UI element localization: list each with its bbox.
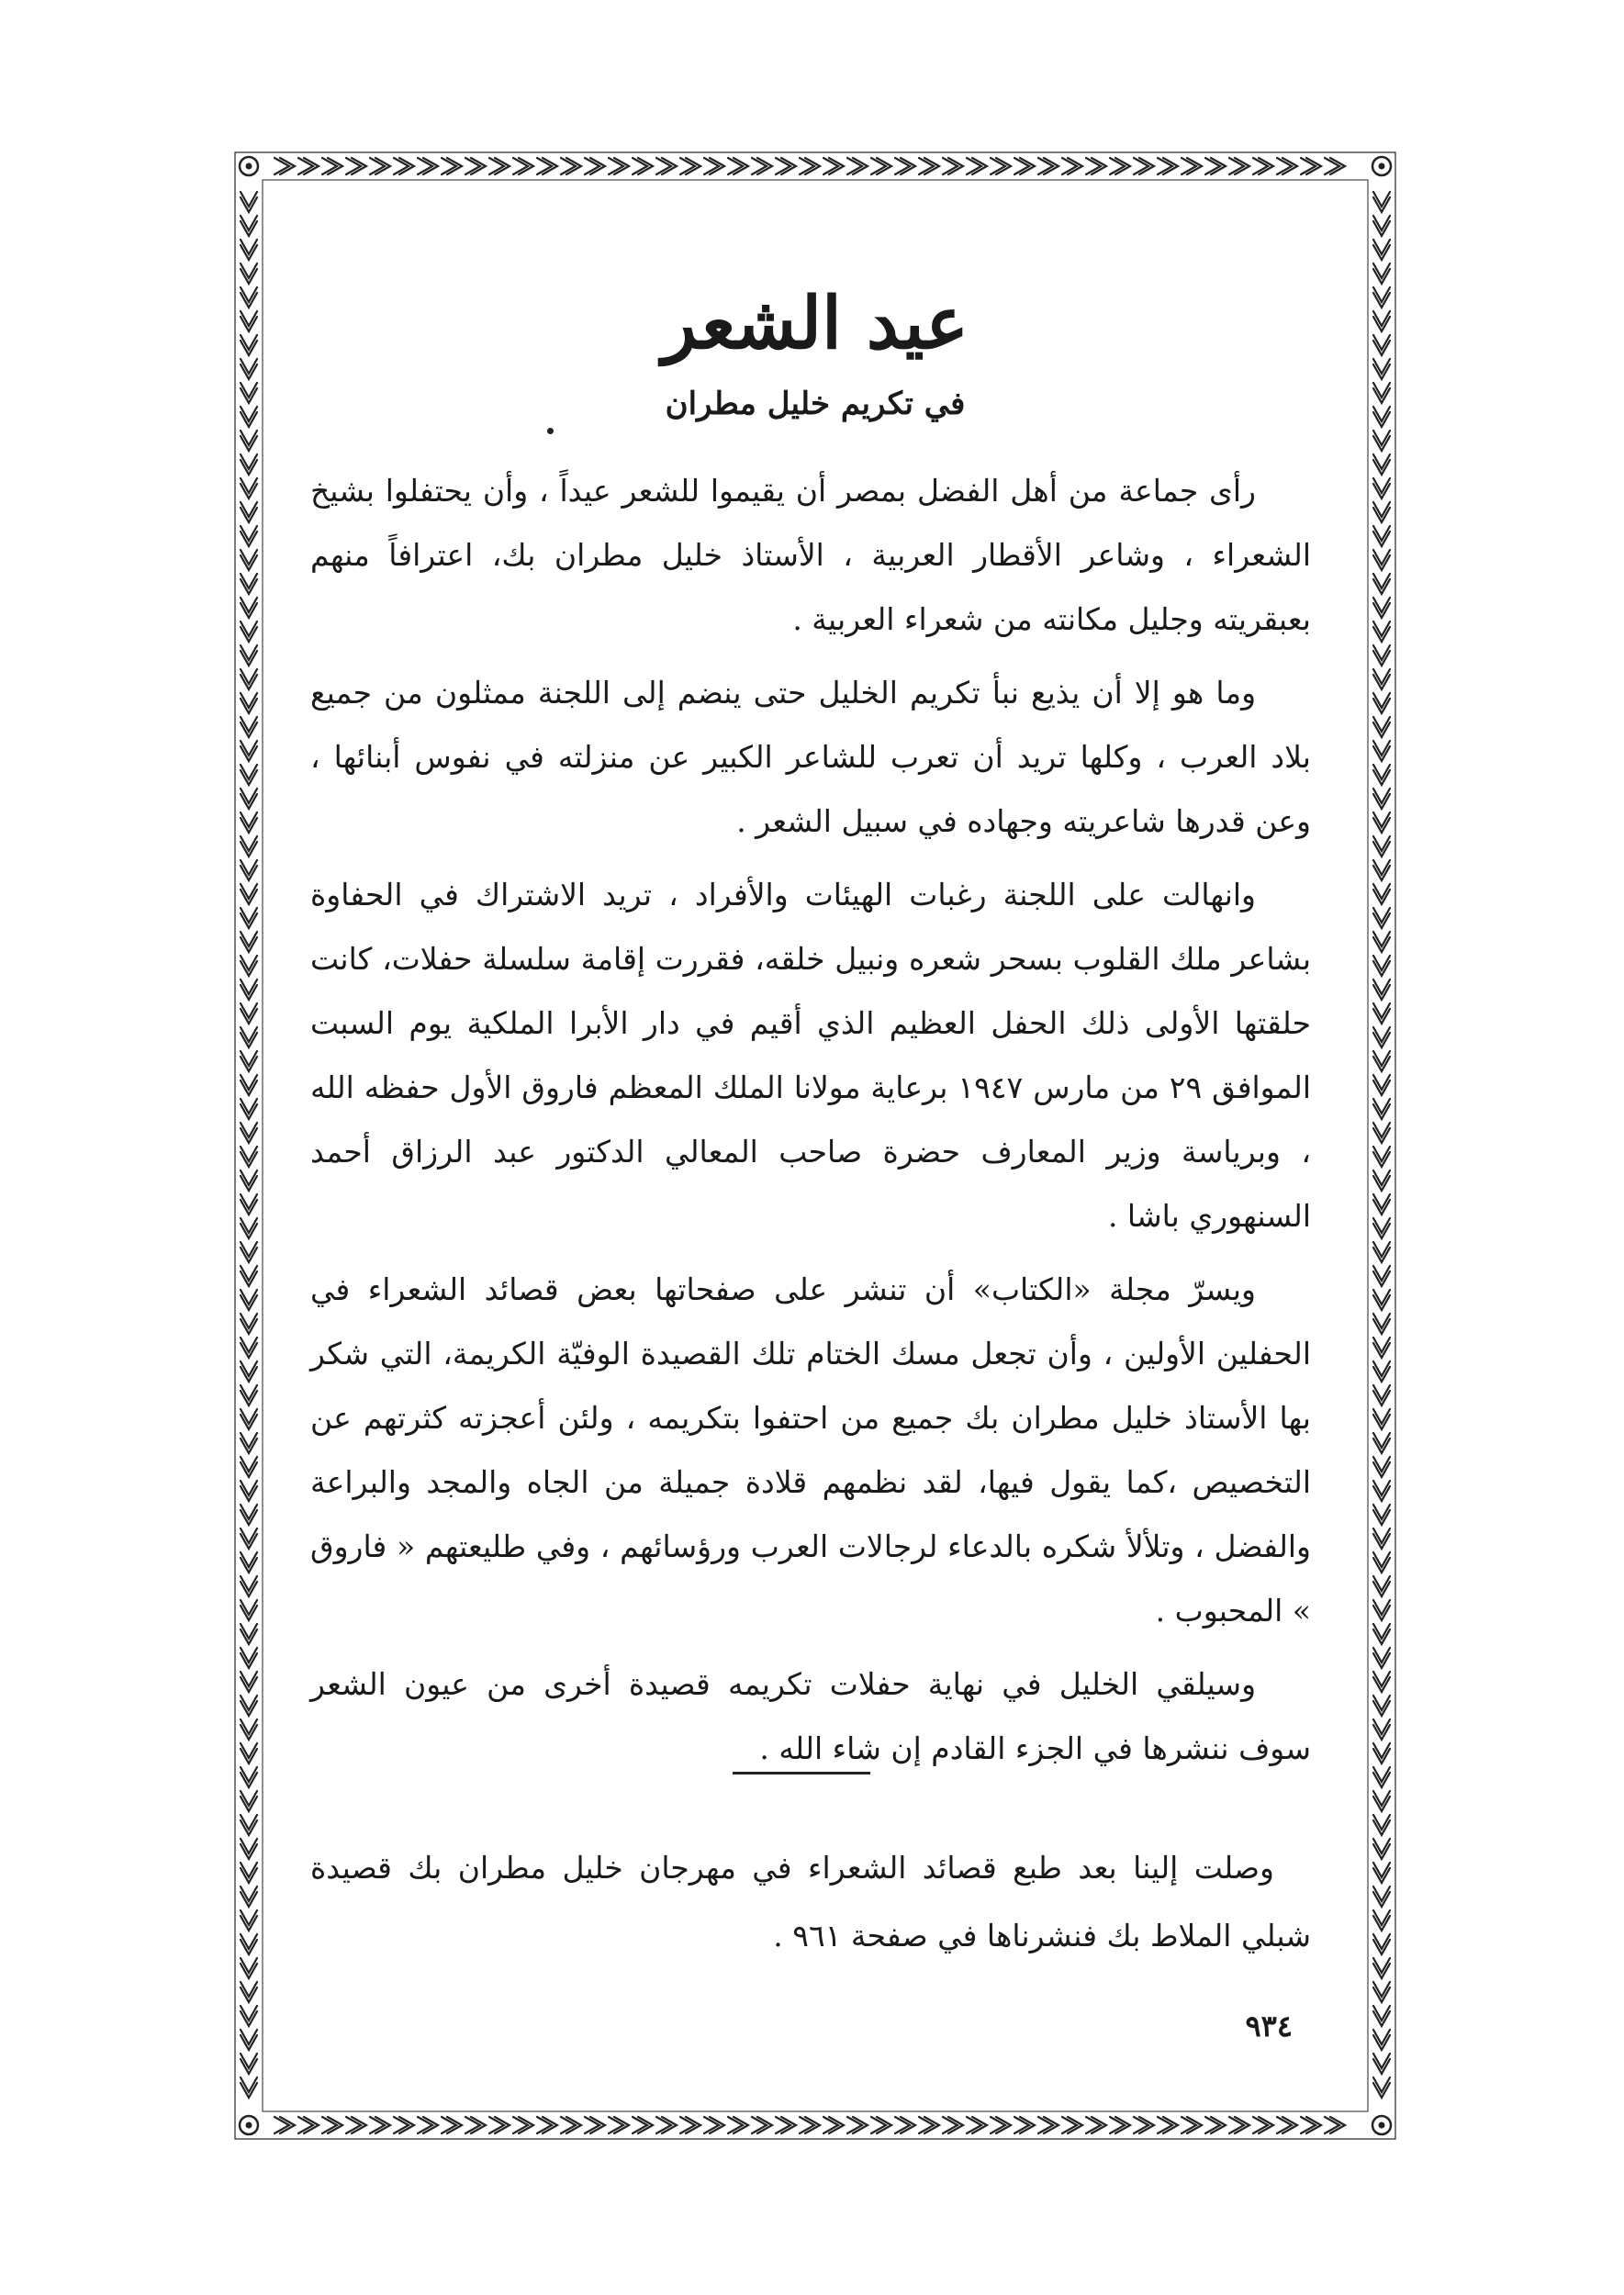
border-leaf (241, 1027, 257, 1047)
border-leaf (241, 1624, 257, 1644)
border-leaf (241, 1743, 257, 1763)
border-leaf (1373, 2006, 1390, 2026)
border-corner-dot (246, 2122, 252, 2129)
border-leaf (241, 454, 257, 475)
border-leaf (1373, 765, 1390, 785)
paragraph-5: وسيلقي الخليل في نهاية حفلات تكريمه قصيدة أخرى من عيون الشعر سوف ننشرها في الجزء القادم إن شاء الله . (310, 1666, 1311, 1766)
border-leaf (241, 1552, 257, 1573)
border-leaf (241, 860, 257, 880)
border-leaf (1373, 407, 1390, 427)
border-leaf (241, 216, 257, 236)
border-leaf (1373, 812, 1390, 833)
border-leaf (241, 1290, 257, 1310)
page-frame (228, 145, 1403, 2146)
border-leaf (1373, 1170, 1390, 1191)
border-leaf (1373, 1743, 1390, 1763)
border-corner-dot (246, 163, 252, 170)
page-title: عيد الشعر (662, 282, 969, 365)
border-leaf (241, 2054, 257, 2074)
border-leaf (241, 1648, 257, 1668)
border-leaf (241, 2030, 257, 2050)
border-leaf (1373, 1648, 1390, 1668)
border-leaf (241, 359, 257, 379)
border-leaf (241, 1791, 257, 1811)
border-leaf (1373, 192, 1390, 212)
border-leaf (241, 1576, 257, 1596)
border-leaf (241, 1433, 257, 1453)
border-leaf (241, 1338, 257, 1358)
border-leaf (241, 1218, 257, 1238)
border-leaf (241, 2006, 257, 2026)
border-leaf (241, 1958, 257, 1978)
border-leaf (1373, 1839, 1390, 1859)
border-leaf (241, 1409, 257, 1429)
border-leaf (1373, 1457, 1390, 1477)
border-leaf (1373, 1696, 1390, 1716)
border-leaf (1373, 1075, 1390, 1095)
border-leaf (241, 407, 257, 427)
border-leaf (241, 645, 257, 666)
border-leaf (1373, 836, 1390, 856)
border-leaf (241, 287, 257, 308)
border-leaf (1373, 1338, 1390, 1358)
border-leaf (1373, 574, 1390, 594)
border-leaf (1373, 1791, 1390, 1811)
border-corner-dot (1379, 2122, 1385, 2129)
border-leaf (241, 1767, 257, 1787)
border-leaf (1373, 1600, 1390, 1620)
border-leaf (1373, 263, 1390, 284)
footnote (310, 1834, 1311, 1970)
border-leaf (1373, 1409, 1390, 1429)
border-leaf (1373, 669, 1390, 689)
border-leaf (241, 1242, 257, 1262)
border-leaf (1373, 1218, 1390, 1238)
border-leaf (241, 335, 257, 355)
border-leaf (241, 1266, 257, 1286)
border-leaf (241, 765, 257, 785)
border-leaf (241, 1934, 257, 1954)
border-leaf (241, 1385, 257, 1405)
border-leaf (1373, 932, 1390, 952)
border-leaf (241, 980, 257, 1000)
border-leaf (241, 574, 257, 594)
border-leaf (241, 669, 257, 689)
border-leaf (241, 1075, 257, 1095)
border-leaf (1373, 1672, 1390, 1692)
border-leaf (241, 1672, 257, 1692)
border-leaf (241, 1147, 257, 1167)
border-leaf (241, 1505, 257, 1525)
border-leaf (241, 2077, 257, 2098)
border-leaf (241, 741, 257, 761)
border-leaf (1373, 1194, 1390, 1215)
border-leaf (1373, 502, 1390, 522)
border-leaf (1373, 598, 1390, 618)
border-leaf (241, 789, 257, 809)
border-leaf (241, 550, 257, 570)
border-leaf (1373, 1552, 1390, 1573)
border-leaf (1373, 1242, 1390, 1262)
border-leaf (241, 502, 257, 522)
border-leaf (1373, 693, 1390, 713)
border-leaf (1373, 335, 1390, 355)
border-leaf (1373, 478, 1390, 498)
border-leaf (1373, 550, 1390, 570)
border-leaf (1373, 1863, 1390, 1883)
border-leaf (1373, 526, 1390, 546)
border-leaf (241, 1886, 257, 1907)
border-leaf (1373, 1147, 1390, 1167)
border-leaf (241, 956, 257, 976)
border-leaf (1373, 1290, 1390, 1310)
border-leaf (241, 932, 257, 952)
border-leaf (1373, 980, 1390, 1000)
border-leaf (241, 884, 257, 904)
footnote-text: وصلت إلينا بعد طبع قصائد الشعراء في مهرجان خليل مطران بك قصيدة شبلي الملاط بك فنشرناها في صفحة ٩٦١ . (310, 1850, 1311, 1954)
article-body (310, 459, 1311, 1790)
border-leaf (241, 431, 257, 451)
border-leaf (1373, 1576, 1390, 1596)
border-leaf (1373, 1123, 1390, 1143)
border-leaf (241, 478, 257, 498)
border-leaf (241, 908, 257, 928)
border-leaf (1373, 2054, 1390, 2074)
border-leaf (1373, 1719, 1390, 1740)
border-leaf (241, 1170, 257, 1191)
border-leaf (1373, 454, 1390, 475)
paragraph-2: وما هو إلا أن يذيع نبأ تكريم الخليل حتى ينضم إلى اللجنة ممثلون من جميع بلاد العرب ، وكلها تريد أن تعرب للشاعر الكبير عن منزلته في نفوس أبنائها ، وعن قدرها شاعريته وجهاده في سبيل الشعر . (310, 675, 1311, 839)
border-leaf (241, 1481, 257, 1501)
border-leaf (1373, 287, 1390, 308)
border-leaf (241, 1314, 257, 1334)
border-leaf (241, 383, 257, 403)
border-leaf (241, 1528, 257, 1549)
border-leaf (1373, 1051, 1390, 1071)
border-leaf (241, 1839, 257, 1859)
border-leaf (1373, 2077, 1390, 2098)
border-leaf (1373, 1099, 1390, 1119)
border-leaf (1373, 216, 1390, 236)
border-leaf (1373, 1361, 1390, 1382)
border-leaf (1373, 1481, 1390, 1501)
border-leaf (1373, 1815, 1390, 1835)
border-leaf (241, 1051, 257, 1071)
border-chevron (274, 158, 295, 174)
border-corner-dot (1379, 163, 1385, 170)
border-leaf (1373, 1433, 1390, 1453)
border-leaf (1373, 1003, 1390, 1024)
border-leaf (241, 717, 257, 737)
border-leaf (241, 621, 257, 642)
border-leaf (1373, 621, 1390, 642)
page-content (301, 145, 1329, 2146)
border-leaf (1373, 1767, 1390, 1787)
border-leaf (1373, 1528, 1390, 1549)
border-leaf (241, 836, 257, 856)
border-leaf (241, 1123, 257, 1143)
border-leaf (241, 1815, 257, 1835)
border-leaf (241, 812, 257, 833)
border-leaf (241, 526, 257, 546)
border-leaf (1373, 956, 1390, 976)
border-leaf (1373, 860, 1390, 880)
border-leaf (1373, 1886, 1390, 1907)
border-leaf (1373, 1910, 1390, 1931)
section-separator (733, 1772, 870, 1774)
border-leaf (241, 1003, 257, 1024)
border-leaf (241, 1696, 257, 1716)
border-leaf (1373, 359, 1390, 379)
paragraph-1: رأى جماعة من أهل الفضل بمصر أن يقيموا للشعر عيداً ، وأن يحتفلوا بشيخ الشعراء ، وشاعر الأقطار العربية ، الأستاذ خليل مطران بك، اعترافاً منهم بعبقريته وجليل مكانته من شعراء العربية . (310, 473, 1311, 637)
page-subtitle: في تكريم خليل مطران (665, 386, 966, 422)
border-leaf (1373, 240, 1390, 260)
border-leaf (1373, 1027, 1390, 1047)
page-number: ٩٣٤ (1245, 2009, 1293, 2043)
border-leaf (241, 1457, 257, 1477)
border-leaf (241, 1600, 257, 1620)
border-leaf (1373, 2030, 1390, 2050)
border-chevron (274, 2117, 295, 2133)
border-leaf (241, 1099, 257, 1119)
border-leaf (241, 192, 257, 212)
border-leaf (1373, 1958, 1390, 1978)
paragraph-3: وانهالت على اللجنة رغبات الهيئات والأفراد ، تريد الاشتراك في الحفاوة بشاعر ملك القلوب بسحر شعره ونبيل خلقه، فقررت إقامة سلسلة حفلات، كانت حلقتها الأولى ذلك الحفل العظيم الذي أقيم في دار الأبرا الملكية يوم السبت الموافق ٢٩ من مارس ١٩٤٧ برعاية مولانا الملك المعظم فاروق الأول حفظه الله ، وبرياسة وزير المعارف حضرة صاحب المعالي الدكتور عبد الرزاق أحمد السنهوري باشا . (310, 877, 1311, 1234)
border-leaf (1373, 1505, 1390, 1525)
border-leaf (241, 311, 257, 331)
border-leaf (1373, 1934, 1390, 1954)
border-leaf (241, 1719, 257, 1740)
border-leaf (1373, 789, 1390, 809)
border-leaf (1373, 645, 1390, 666)
border-leaf (241, 598, 257, 618)
border-leaf (241, 1863, 257, 1883)
border-leaf (1373, 311, 1390, 331)
border-leaf (1373, 908, 1390, 928)
decorative-dot (547, 428, 554, 434)
border-leaf (241, 263, 257, 284)
border-leaf (241, 1910, 257, 1931)
border-leaf (241, 1194, 257, 1215)
border-leaf (241, 693, 257, 713)
border-leaf (1373, 1982, 1390, 2002)
border-leaf (1373, 884, 1390, 904)
paragraph-4: ويسرّ مجلة «الكتاب» أن تنشر على صفحاتها بعض قصائد الشعراء في الحفلين الأولين ، وأن تجعل مسك الختام تلك القصيدة الوفيّة الكريمة، التي شكر بها الأستاذ خليل مطران بك جميع من احتفوا بتكريمه ، ولئن أعجزته كثرتهم عن التخصيص ،كما يقول فيها، لقد نظمهم قلادة جميلة من الجاه والمجد والبراعة والفضل ، وتلألأ شكره بالدعاء لرجالات العرب ورؤسائهم ، وفي طليعتهم « فاروق » المحبوب . (310, 1271, 1311, 1629)
border-leaf (1373, 1314, 1390, 1334)
border-leaf (241, 240, 257, 260)
border-leaf (1373, 741, 1390, 761)
border-leaf (1373, 1266, 1390, 1286)
border-leaf (241, 1361, 257, 1382)
border-leaf (1373, 717, 1390, 737)
border-leaf (1373, 431, 1390, 451)
border-leaf (1373, 1624, 1390, 1644)
border-leaf (1373, 383, 1390, 403)
border-leaf (1373, 1385, 1390, 1405)
border-leaf (241, 1982, 257, 2002)
